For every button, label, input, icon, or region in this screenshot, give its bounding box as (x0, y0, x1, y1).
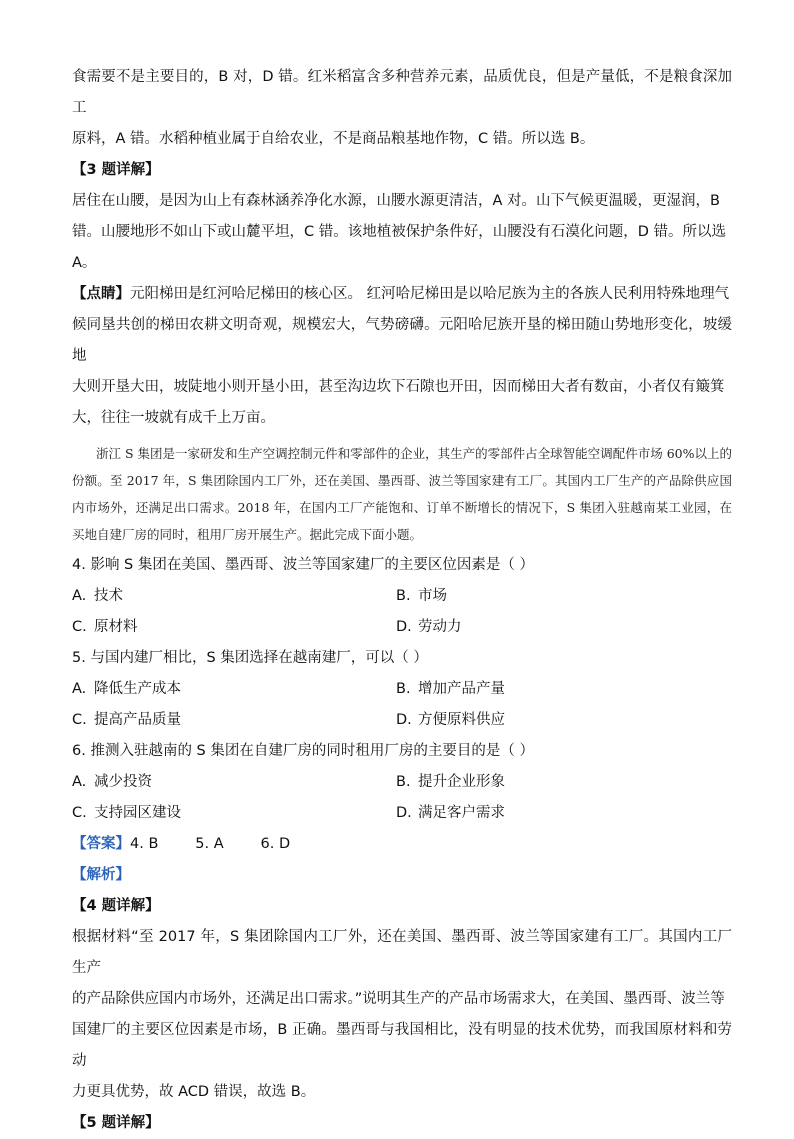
document-page (72, 62, 732, 1139)
question-5-options (72, 674, 732, 736)
answer-line (72, 829, 732, 860)
question-6-options (72, 767, 732, 829)
option-c: C. 支持园区建设 (72, 805, 181, 821)
question-4-stem: 4. 影响 S 集团在美国、墨西哥、波兰等国家建厂的主要区位因素是（ ） (72, 557, 534, 573)
option-c: C. 提高产品质量 (72, 712, 181, 728)
question-4-options (72, 581, 732, 643)
paragraph-line: 原料，A 错。水稻种植业属于自给农业，不是商品粮基地作物，C 错。所以选 B。 (72, 131, 595, 147)
q3-heading: 【3 题详解】 (72, 162, 160, 178)
answer-text: 4. B 5. A 6. D (130, 836, 291, 852)
option-a: A. 技术 (72, 588, 123, 604)
paragraph-line: 力更具优势，故 ACD 错误，故选 B。 (72, 1084, 316, 1100)
paragraph-line: 食需要不是主要目的，B 对，D 错。红米稻富含多种营养元素，品质优良，但是产量低，不是粮食深加工 (72, 69, 732, 116)
q4-heading: 【4 题详解】 (72, 898, 160, 914)
dianjing-line: 大，往往一坡就有成千上万亩。 (72, 410, 275, 426)
option-a: A. 降低生产成本 (72, 681, 181, 697)
question-6-stem: 6. 推测入驻越南的 S 集团在自建厂房的同时租用厂房的主要目的是（ ） (72, 743, 534, 759)
analysis-label: 【解析】 (72, 867, 130, 883)
paragraph-line: 居住在山腰，是因为山上有森林涵养净化水源，山腰水源更清洁，A 对。山下气候更温暖，更湿润，B (72, 193, 720, 209)
answer-label: 【答案】 (72, 836, 130, 852)
dianjing-text: 元阳梯田是红河哈尼梯田的核心区。 红河哈尼梯田是以哈尼族为主的各族人民利用特殊地理气 (130, 286, 730, 302)
material-passage: 浙江 S 集团是一家研发和生产空调控制元件和零部件的企业，其生产的零部件占全球智能空调配件市场 60%以上的份额。至 2017 年，S 集团除国内工厂外，还在美国、墨西哥、波兰等国家建有工厂。其国内工厂生产的产品除供应国内市场外，还满足出口需求。2018 年，在国内工厂产能饱和、订单不断增长的情况下，S 集团入驻越南某工业园，在买地自建厂房的同时，租用厂房开展生产。据此完成下面小题。 (72, 446, 732, 542)
dianjing-line: 大则开垦大田，坡陡地小则开垦小田，甚至沟边坎下石隙也开田，因而梯田大者有数亩，小者仅有簸箕 (72, 379, 725, 395)
paragraph-line: A。 (72, 255, 97, 271)
option-c: C. 原材料 (72, 619, 138, 635)
paragraph-line: 错。山腰地形不如山下或山麓平坦，C 错。该地植被保护条件好，山腰没有石漠化问题，D 错。所以选 (72, 224, 727, 240)
option-b: B. 增加产品产量 (396, 681, 505, 697)
paragraph-line: 国建厂的主要区位因素是市场，B 正确。墨西哥与我国相比，没有明显的技术优势，而我国原材料和劳动 (72, 1022, 732, 1069)
option-b: B. 提升企业形象 (396, 774, 505, 790)
paragraph-line: 根据材料“至 2017 年，S 集团除国内工厂外，还在美国、墨西哥、波兰等国家建有工厂。其国内工厂生产 (72, 929, 732, 976)
dianjing-line: 候同垦共创的梯田农耕文明奇观，规模宏大，气势磅礴。元阳哈尼族开垦的梯田随山势地形变化，坡缓地 (72, 317, 732, 364)
option-d: D. 劳动力 (396, 619, 462, 635)
question-5-stem: 5. 与国内建厂相比，S 集团选择在越南建厂，可以（ ） (72, 650, 428, 666)
paragraph-line: 的产品除供应国内市场外，还满足出口需求。”说明其生产的产品市场需求大，在美国、墨西哥、波兰等 (72, 991, 725, 1007)
option-b: B. 市场 (396, 588, 447, 604)
option-d: D. 方便原料供应 (396, 712, 505, 728)
q5-heading: 【5 题详解】 (72, 1115, 160, 1131)
dianjing-label: 【点睛】 (72, 286, 130, 302)
option-a: A. 减少投资 (72, 774, 152, 790)
dianjing-line (72, 279, 732, 310)
option-d: D. 满足客户需求 (396, 805, 505, 821)
